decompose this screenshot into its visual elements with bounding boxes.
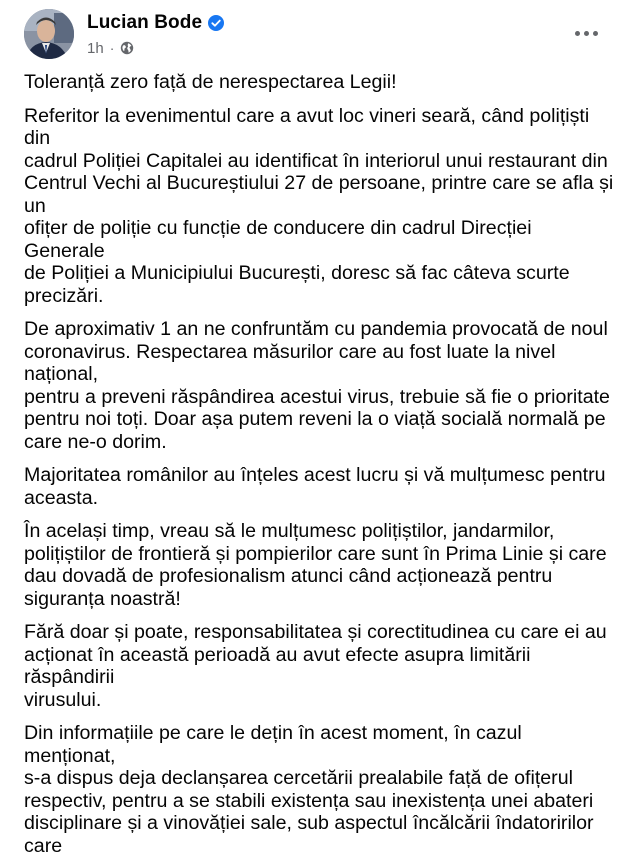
post-paragraph: Referitor la evenimentul care a avut loc vineri seară, când polițiști din cadrul Poliției Capitalei au identificat în interiorul unui restaurant din Centrul Vechi al Bucureștiului 27 de persoane, printre care se afla și un ofițer de poliție cu funcție de conducere din cadrul Direcției Generale de Poliției a Municipiului București, doresc să fac câteva scurte precizări.: [24, 104, 614, 307]
post-meta: [87, 38, 134, 58]
verified-badge-icon: [208, 15, 224, 31]
post-body: [24, 71, 616, 868]
post-paragraph: Toleranță zero față de nerespectarea Legii!: [24, 71, 397, 93]
author-line: [87, 11, 224, 35]
post-header: [20, 9, 610, 59]
more-options-button[interactable]: [568, 19, 604, 47]
post-paragraph: Fără doar și poate, responsabilitatea și corectitudinea cu care ei au acționat în această perioadă au avut efecte asupra limitării răspândirii virusului.: [24, 621, 607, 711]
meta-separator: ·: [109, 40, 115, 56]
post-paragraph: De aproximativ 1 an ne confruntăm cu pandemia provocată de noul coronavirus. Respectarea măsurilor care au fost luate la nivel național, pentru a preveni răspândirea acestui virus, trebuie să fie o prioritate pentru noi toți. Doar așa putem reveni la o viață socială normală pe care ne-o dorim.: [24, 318, 610, 453]
more-options-icon: [593, 31, 598, 36]
more-options-icon: [584, 31, 589, 36]
post-paragraph: Majoritatea românilor au înțeles acest lucru și vă mulțumesc pentru aceasta.: [24, 464, 606, 509]
more-options-icon: [575, 31, 580, 36]
globe-icon[interactable]: [120, 41, 134, 55]
post-paragraph: În același timp, vreau să le mulțumesc polițiștilor, jandarmilor, polițiștilor de frontieră și pompierilor care sunt în Prima Linie și care dau dovadă de profesionalism atunci când acționează pentru siguranța noastră!: [24, 520, 607, 610]
avatar[interactable]: [24, 9, 74, 59]
author-name[interactable]: Lucian Bode: [87, 12, 203, 33]
post-timestamp[interactable]: 1h: [87, 39, 104, 57]
post-paragraph: Din informațiile pe care le dețin în acest moment, în cazul menționat, s-a dispus deja declanșarea cercetării prealabile față de ofițerul respectiv, pentru a se stabili existența sau inexistența unei abateri disciplinare și a vinovăției sale, sub aspectul încălcării îndatoririlor care: [24, 722, 594, 857]
